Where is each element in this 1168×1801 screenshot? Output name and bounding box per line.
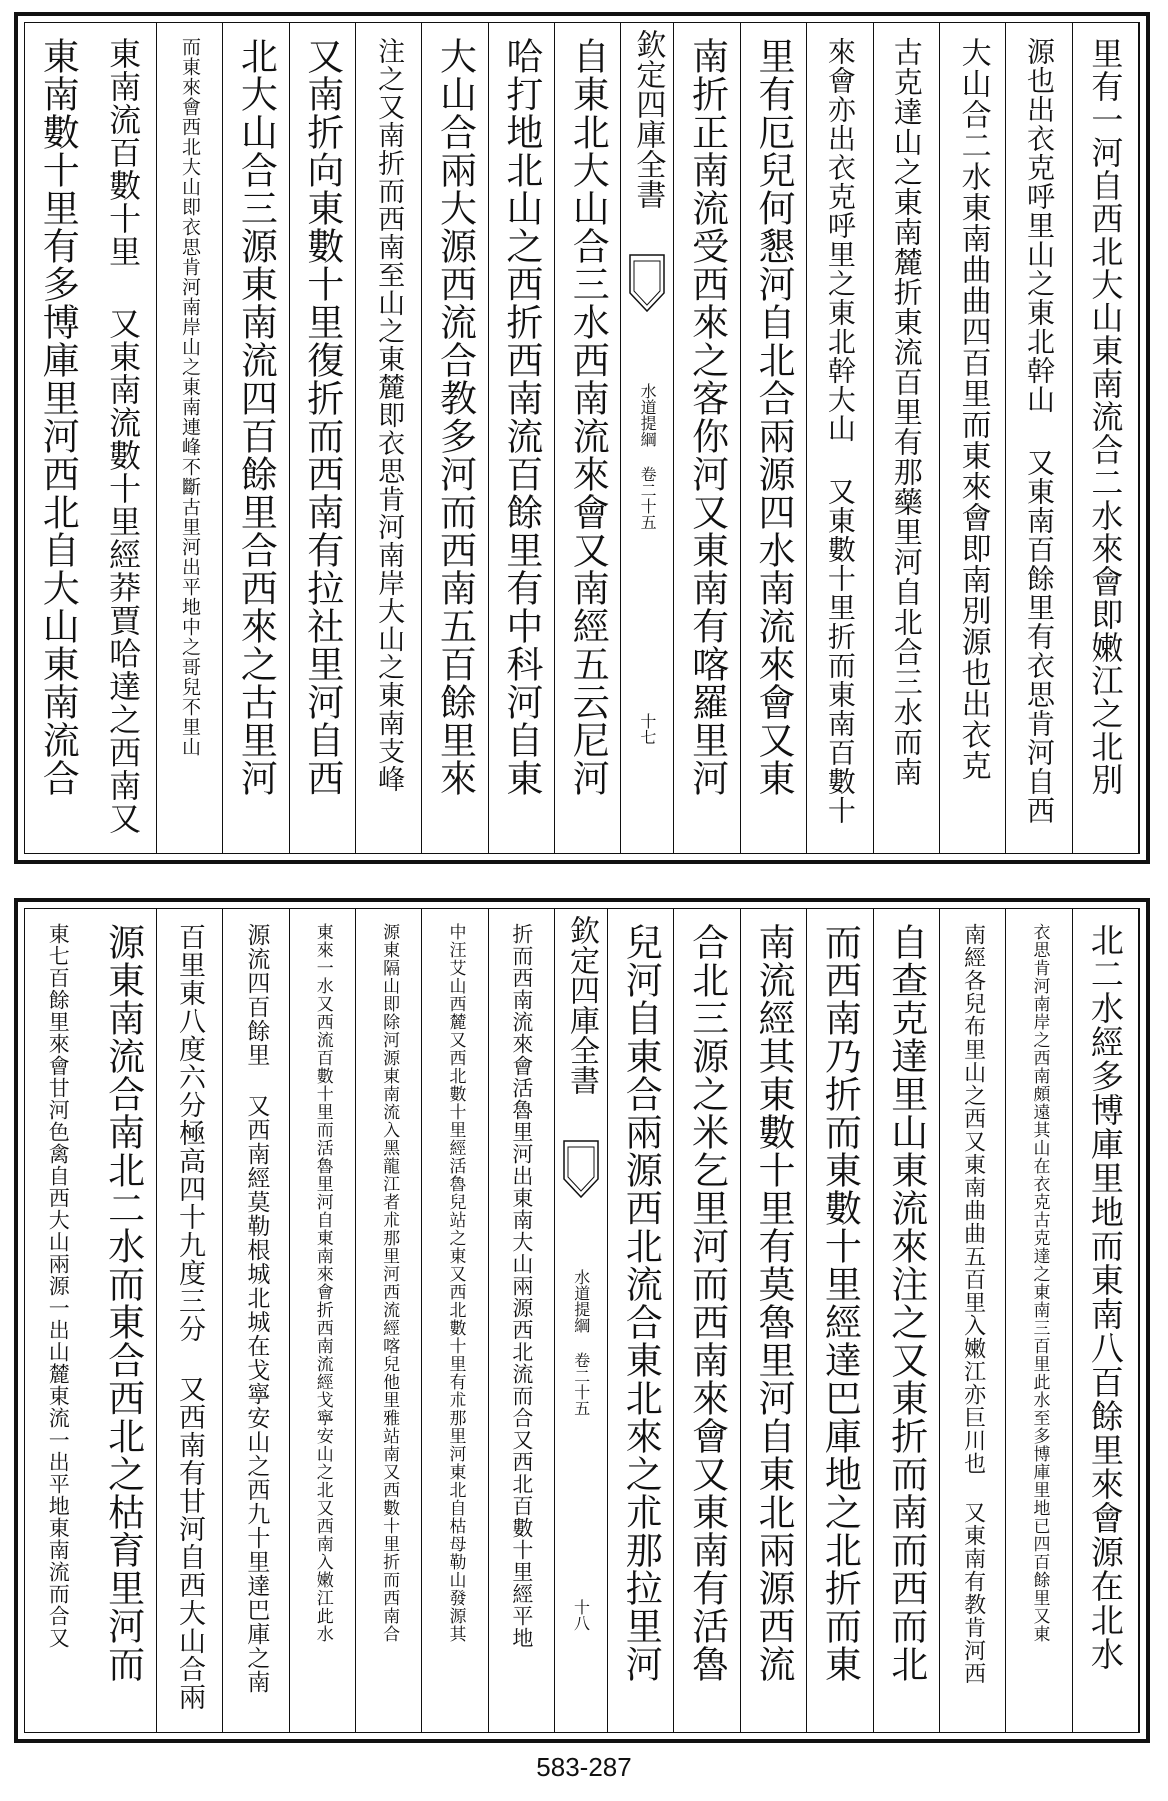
column-text: 東七百餘里來會甘河色禽自西大山兩源一出山麓東流一出平地東南流而合又 — [46, 923, 71, 1649]
text-column — [608, 909, 674, 1732]
column-text: 百里東八度六分極高四十九度三分 又西南有甘河自西大山合兩 — [173, 923, 205, 1711]
text-column — [874, 909, 940, 1732]
text-column — [807, 23, 873, 853]
column-text: 東來一水又西流百數十里而活魯里河自東南來會折西南流經戈寧安山之北又西南入嫩江此水 — [312, 923, 333, 1643]
text-column — [874, 23, 940, 853]
column-text: 注之又南折而西南至山之東麓即衣思肯河南岸大山之東南支峰 — [373, 37, 405, 793]
column-text: 東南流百數十里 又東南流數十里經莽賈哈達之西南又 — [104, 37, 143, 835]
column-text: 里有一河自西北大山東南流合二水來會即嫩江之北別 — [1086, 37, 1125, 796]
text-column — [25, 23, 90, 853]
book-title: 欽定四庫全書 — [564, 915, 599, 1095]
column-text: 北大山合三源東南流四百餘里合西來之古里河 — [234, 37, 278, 797]
text-column — [290, 23, 356, 853]
text-column — [807, 909, 873, 1732]
volume-label: 水道提綱 卷二十五 — [638, 383, 658, 530]
text-column — [356, 909, 422, 1732]
column-text: 衣思肯河南岸之西南頗遠其山在衣克古克達之東南三百里此水至多博庫里地已四百餘里又東 — [1029, 923, 1050, 1643]
book-title: 欽定四庫全書 — [630, 29, 666, 209]
text-column — [1073, 23, 1139, 853]
text-column — [223, 909, 289, 1732]
text-column — [674, 909, 740, 1732]
text-column — [157, 909, 223, 1732]
column-text: 兒河自東合兩源西北流合東北來之朮那拉里河 — [619, 923, 663, 1683]
column-text: 來會亦出衣克呼里之東北幹大山 又東數十里折而東南百數十 — [823, 37, 857, 825]
text-column — [422, 23, 488, 853]
text-column — [90, 909, 156, 1732]
text-column — [1006, 23, 1072, 853]
column-text: 又南折向東數十里復折而西南有拉社里河自西 — [300, 37, 344, 797]
column-text: 里有厄兒何懇河自北合兩源四水南流來會又東 — [751, 37, 795, 797]
column-text: 北二水經多博庫里地而東南八百餘里來會源在北水 — [1085, 923, 1125, 1671]
page-header-column — [555, 909, 608, 1732]
text-column — [90, 23, 156, 853]
text-column — [290, 909, 356, 1732]
column-text: 源也出衣克呼里山之東北幹山 又東南百餘里有衣思肯河自西 — [1022, 37, 1056, 825]
text-column — [741, 909, 807, 1732]
page-header-column — [621, 23, 674, 853]
text-column — [674, 23, 740, 853]
column-text: 而西南乃折而東數十里經達巴庫地之北折而東 — [818, 923, 862, 1683]
text-column — [489, 23, 555, 853]
column-text: 自查克達里山東流來注之又東折而南而西而北 — [884, 923, 928, 1683]
folio-number: 十八 — [571, 1599, 591, 1631]
text-column — [741, 23, 807, 853]
text-column — [940, 909, 1006, 1732]
column-text: 大山合兩大源西流合教多河而西南五百餘里來 — [433, 37, 477, 797]
fish-tail-mark-icon — [562, 1139, 600, 1199]
column-text: 折而西南流來會活魯里河出東南大山兩源西北流而合又西北百數十里經平地 — [509, 923, 534, 1649]
column-text: 南經各兒布里山之西又東南曲曲五百里入嫩江亦巨川也 又東南有教肯河西 — [960, 923, 986, 1685]
column-text: 古克達山之東南麓折東流百里有那藥里河自北合三水而南 — [889, 37, 924, 787]
volume-label: 水道提綱 卷二十五 — [571, 1269, 591, 1416]
text-column — [555, 23, 621, 853]
column-text: 源流四百餘里 又西南經莫勒根城北城在戈寧安山之西九十里達巴庫之南 — [243, 923, 270, 1694]
text-column — [1006, 909, 1072, 1732]
column-text: 東南數十里有多博庫里河西北自大山東南流合 — [36, 37, 80, 797]
text-column — [489, 909, 555, 1732]
top-page — [14, 12, 1150, 864]
text-column — [422, 909, 488, 1732]
text-column — [1073, 909, 1139, 1732]
column-text: 中汪艾山西麓又西北數十里經活魯兒站之東又西北數十里有朮那里河東北自枯母勒山發源其 — [445, 923, 466, 1643]
text-column — [157, 23, 223, 853]
bottom-page — [14, 898, 1150, 1743]
column-text: 源東南流合南北二水而東合西北之枯育里河而 — [101, 923, 145, 1683]
page-number: 583-287 — [536, 1752, 632, 1782]
column-text: 源東隔山即除河源東南流入黑龍江者朮那里河西流經喀兒他里雅站南又西數十里折而西南合 — [379, 923, 400, 1643]
fish-tail-mark-icon — [628, 253, 666, 313]
text-column — [223, 23, 289, 853]
text-column — [356, 23, 422, 853]
column-text: 南流經其東數十里有莫魯里河自東北兩源西流 — [751, 923, 795, 1683]
column-text: 而東來會西北大山即衣思肯河南岸山之東南連峰不斷古里河出平地中之哥兒不里山 — [178, 37, 201, 757]
column-text: 哈打地北山之西折西南流百餘里有中科河自東 — [499, 37, 543, 797]
column-text: 自東北大山合三水西南流來會又南經五云尼河 — [566, 37, 610, 797]
column-text: 南折正南流受西來之客你河又東南有喀羅里河 — [685, 37, 729, 797]
text-column — [940, 23, 1006, 853]
folio-number: 十七 — [637, 713, 657, 745]
column-text: 合北三源之米乞里河而西南來會又東南有活魯 — [685, 923, 729, 1683]
text-column — [25, 909, 90, 1732]
column-text: 大山合二水東南曲曲四百里而東來會即南別源也出衣克 — [955, 37, 991, 781]
